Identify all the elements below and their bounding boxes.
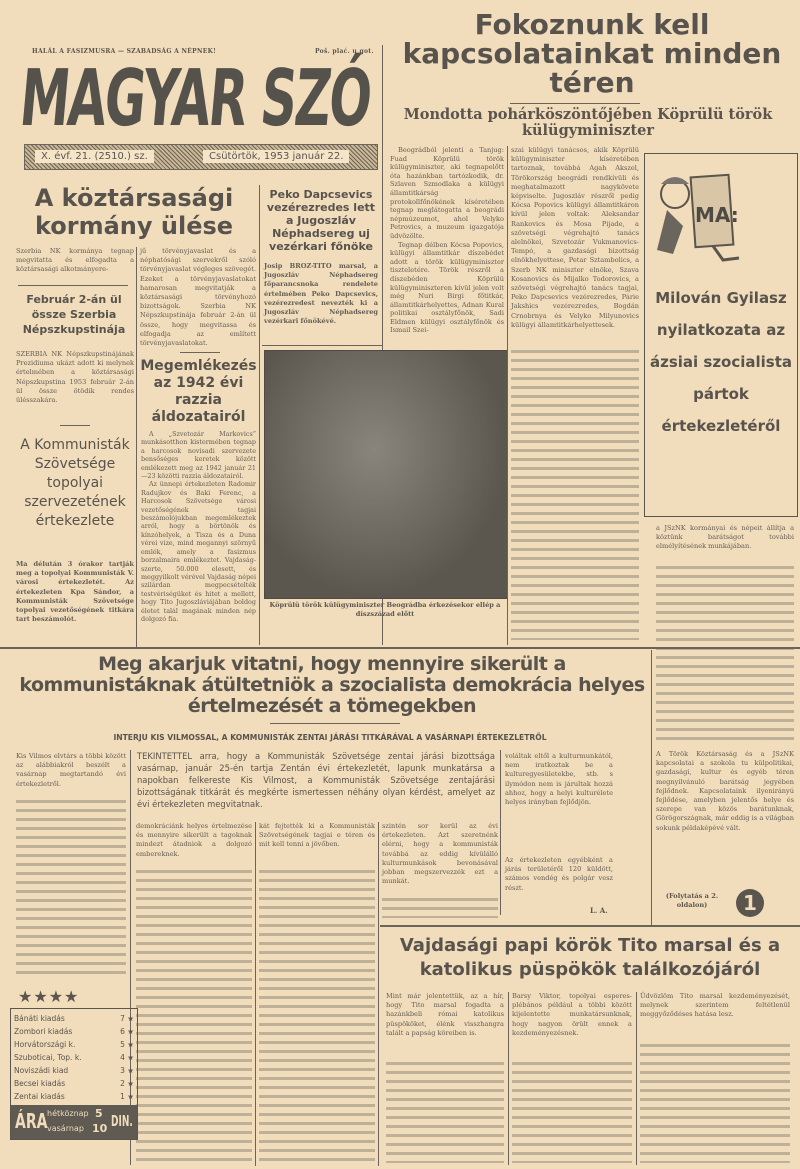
- editions-list: [14, 1012, 134, 1103]
- photo-caption: Köprülü török külügyminiszter Beográdba érkezésekor ellép a díszszázad előtt: [269, 601, 501, 618]
- edition-number: [120, 1090, 134, 1103]
- signature: L. A.: [590, 906, 608, 915]
- edition-stars: ★★★★: [18, 987, 80, 1006]
- editions-box: [10, 1008, 138, 1140]
- price-box: [11, 1105, 137, 1139]
- column-divider: [500, 750, 501, 915]
- headline-kommunistak: A Kommunisták Szövetsége topolyai szervezetének értekezlete: [20, 437, 130, 529]
- headline-vajdasagi: Vajdasági papi körök Tito marsal és a katolikus püspökök találkozójáról: [399, 935, 781, 980]
- edition-item: [14, 1064, 134, 1077]
- cartoon-text: MA:: [695, 203, 739, 227]
- article-vajdasagi-col2: Barsy Viktor, topolyai esperes-plébános például a többi között kijelentette munkatársunknak, hogy nagyon örült ennek a kezdeményezésnek.: [512, 992, 632, 1037]
- article-vajdasagi-col3: Üdvözlöm Tito marsal kezdeményezését, melynek szerintem feltétlenül meggyőződéses hatása lesz.: [640, 992, 790, 1019]
- subhead-fokoznunk: Mondotta pohárköszöntőjében Köprülü török külügyminiszter: [403, 106, 773, 139]
- page-number-badge: 1: [736, 889, 764, 917]
- edition-number-value: 2: [120, 1079, 125, 1088]
- article-februar-body: SZERBIA NK Népszkupstinájának Prezidiuma ukázt adott ki melynek értelmében a köztársasági Népszkupstina 1953 február 2-án ül össze ötödik rendes ülésszakára.: [16, 350, 134, 405]
- edition-item: [14, 1038, 134, 1051]
- paragraph: Az ünnepi értekezleten Radomir Radujkov és Baki Ferenc, a Harcosok Szövetsége városi vezetőségének tagjai beszámolójukban megemlékeztek arról, hogy a börtönök és kínzóhelyek, a Tisza és a Duna vérei vize, mind megannyi szörnyű emlék, amely a fasizmus borzalmaira emlékeztet. Vajdaság-szerte, 50.000 elesett, és meggyilkolt vérével Vajdaság népei szilárdan megpecsételték testvériségüket és hitet a mellett, hogy Tito Jugoszláviájában boldog életet talál magának minden nép dolgozó fia.: [141, 480, 256, 623]
- headline-gyilasz: Milován Gyilasz nyilatkozata az ázsiai szocialista pártok értekezletéről: [649, 289, 793, 435]
- subhead-interview: INTERJU KIS VILMOSSAL, A KOMMUNISTÁK ZENTAI JÁRÁSI TITKÁRÁVAL A VASÁRNAPI ÉRTEKEZLETRŐL: [113, 733, 547, 742]
- headline-februar: Február 2-án ül össze Szerbia Népszkupstinája: [22, 293, 126, 336]
- interview-col4: voláltak eltől a kulturmunkától, nem iratkoztak be a kulturegyesületekbe, stb. s ilymódon nem is járultak hozzá ahhoz, hogy a helyi kulturélete helyes irányban fejlődjön.: [505, 752, 613, 807]
- edition-number-value: 6: [120, 1027, 125, 1036]
- article-text-continued: [656, 566, 794, 744]
- article-kormany-body2: jű törvényjavaslat és a néphatósági szervekről szóló törvényjavaslat végleges szövegét. Ezeket a törvényjavaslatokat hamarosan megvitatják a köztársasági törvényhozó bizottságok. Szerbia NK Népszkupstinája február 2-án ül össze, hogy megvitassa és elfogadja az említett törvényjavaslatokat.: [140, 247, 256, 348]
- divider: [180, 352, 220, 353]
- interview-col3: szintén sor kerül az évi értekezleten. Azt szeretnénk elérni, hogy a kommunisták továbbá az eddig kívülálló kulturmunkások bevonásával jobban megszervezzék ezt a munkát.: [382, 822, 498, 886]
- divider: [262, 345, 382, 346]
- column-divider: [636, 992, 637, 1165]
- edition-number-value: 1: [120, 1092, 125, 1101]
- star-icon: ★: [127, 1053, 134, 1062]
- price-label: ÁRA: [15, 1109, 48, 1133]
- star-icon: ★: [127, 1079, 134, 1088]
- masthead-postage: Poš. plać. u got.: [315, 48, 374, 55]
- article-megemlekezes-body: [141, 430, 256, 623]
- edition-label: Zombori kiadás: [14, 1027, 73, 1036]
- paragraph: Beográdból jelenti a Tanjug: Fuad Köprülü török külügyminiszter, aki tegnapelőtt óta hazánkban tartózkodik, dr. Szlaven Szmodlaka a külügyi államtitkárság protokollfőnökének kíséretében tegnap meglátogatta a beográdi népmúzeumot, ahol Velyko Petrovics, a muzeum igazgatója üdvözölte.: [390, 146, 504, 240]
- edition-item: [14, 1025, 134, 1038]
- article-peko-body: Josip BROZ-TITO marsal, a Jugoszláv Néphadsereg főparancsnoka rendelete értelmében Peko Dapcsevics, vezérezredest nevezték ki a Jugoszláv Néphadsereg vezérkari főnökévé.: [264, 262, 378, 326]
- headline-peko: Peko Dapcsevics vezérezredes lett a Jugoszláv Néphadsereg uj vezérkari főnöke: [266, 188, 376, 253]
- column-divider: [255, 822, 256, 1166]
- column-divider: [378, 822, 379, 1166]
- edition-number-value: 3: [120, 1066, 125, 1075]
- headline-fokoznunk: Fokoznunk kell kapcsolatainkat minden téren: [402, 8, 782, 99]
- edition-number-value: 5: [120, 1040, 125, 1049]
- edition-number: [120, 1012, 134, 1025]
- masthead-slogan: HALÁL A FASIZMUSRA — SZABADSÁG A NÉPNEK!: [32, 48, 217, 55]
- divider: [510, 103, 640, 104]
- star-icon: ★: [127, 1027, 134, 1036]
- edition-label: Szuboticai, Top. k.: [14, 1053, 82, 1062]
- interview-col2: kát fejtették ki a Kommunisták Szövetségének tagjai e téren és mit kell tenni a jövőben.: [259, 822, 375, 849]
- edition-number-value: 4: [120, 1053, 125, 1062]
- article-fokoznunk-col2: szai külügyi tanácsos, akik Köprülü külügyminiszter kíséretében tartoznak, továbbá Agah Akszel, Törökország beográdi rendkívüli és meghatalmazott nagykövete képviselte. Jugoszláv részről pedig Kócsa Popovics külügyi államtitkáron kívül jelen voltak: Aleksandar Rankovics és Mosa Pijade, a szövetségi végrehajtó tanács alelnökei, Szvetozár Vukmanovics-Tempó, a gazdasági bizottság elnökhelyettese, Petar Sztambolics, a Szerb NK miniszter elnöke, Szava Kosanovics és Mijalko Todorovics, a szövetségi végrehajtó tanács tagjai, Peko Dapcsevics vezérezredes, Párie Jakshics vezérezredes, Bogdán Crnobrnya és Velyko Milyunovics külügyi államtitkárhelyettesek.: [511, 146, 639, 329]
- article-text-continued: [16, 800, 126, 976]
- star-icon: ★: [127, 1014, 134, 1023]
- issue-date: Csütörtök, 1953 január 22.: [203, 150, 349, 163]
- edition-number: [120, 1025, 134, 1038]
- edition-number: [120, 1051, 134, 1064]
- article-text-continued: [640, 1044, 790, 1163]
- article-kormany-body1: Szerbia NK kormánya tegnap megvitatta és elfogadta a köztársasági alkotmányere-: [16, 247, 134, 274]
- paragraph: Tegnap délben Kócsa Popovics, külügyi államtitkár díszebédet adott a török külügyminiszter tiszteletére. Török részről a díszebéden Köprülü külügyminiszteren kívül jelen volt még Nuri Birgi főtitkár, államtitkárhelyettes, Adnan Kural politikai osztályfőnök, Sadi Eldmen külügyi osztályfőnök és Ismail Szei-: [390, 240, 504, 335]
- divider: [60, 425, 90, 426]
- headline-megemlekezes: Megemlékezés az 1942 évi razzia áldozatairól: [140, 358, 257, 425]
- headline-kormany: A köztársasági kormány ülése: [34, 184, 234, 240]
- date-bar: [24, 144, 378, 170]
- edition-number: [120, 1064, 134, 1077]
- article-right-body2: A Török Köztársaság és a JSzNK kapcsolatai a szokola tu külpolitikai, gazdasági, kultur és egyéb téren megnyilvánuló barátság jegyében fejlődnek. Kapcsolataink ilyenirányú fejlődése, amelyben jelentős helye és szerepe van közös barátunknak, Görögországnak, már eddig is a világban sokunk példaképévé vált.: [656, 750, 794, 832]
- interview-side-intro: Kis Vilmos elvtárs a többi között az alábbiakról beszélt a vasárnap megtartandó évi értekezletről.: [16, 752, 126, 788]
- price-sunday: vasárnap: [47, 1124, 84, 1133]
- article-fokoznunk-col1: [390, 146, 504, 335]
- price-currency: DIN.: [111, 1112, 133, 1130]
- newsboy-cartoon-icon: [653, 166, 773, 266]
- star-icon: ★: [127, 1040, 134, 1049]
- article-text-continued: [511, 350, 639, 640]
- article-text-continued: [259, 870, 375, 1163]
- star-icon: ★: [127, 1092, 134, 1101]
- column-divider: [507, 146, 508, 645]
- star-icon: ★: [127, 1066, 134, 1075]
- edition-label: Becsei kiadás: [14, 1079, 66, 1088]
- price-weekday-value: 5: [95, 1107, 103, 1120]
- edition-item: [14, 1012, 134, 1025]
- edition-label: Zentai kiadás: [14, 1092, 65, 1101]
- interview-col4b: Az értekezleten egyébként a járás területéről 120 küldött, számos vendég és polgár vesz részt.: [505, 856, 613, 892]
- headline-interview: Meg akarjuk vitatni, hogy mennyire sikerült a kommunistáknak átültetniök a szocialista demokrácia helyes értelmezését a tömegekben: [19, 653, 645, 717]
- continued-note: (Folytatás a 2. oldalon): [665, 892, 719, 909]
- article-text-continued: [382, 898, 498, 918]
- edition-label: Noviszádi kiad: [14, 1066, 69, 1075]
- masthead-title: MAGYAR SZÓ: [16, 54, 374, 144]
- interview-lead: TEKINTETTEL arra, hogy a Kommunisták Szövetsége zentai járási bizottsága vasárnap, január 25-én tartja Zentán évi értekezletét, lapunk munkatársa a napokban felkereste Kis Vilmost, a Kommunisták Szövetsége zentajárási bizottságának titkárát és megkérte ismertessen néhány olyan kérdést, amelyet az évi értekezleten megvitatnak.: [137, 751, 495, 809]
- edition-item: [14, 1090, 134, 1103]
- column-divider: [508, 992, 509, 1165]
- article-text-continued: [386, 1062, 504, 1163]
- paragraph: A „Szvetozár Markovics” munkásotthon kistermében tegnap a harcosok novisadi szervezete bensőséges keretek között emlékezett meg az 1942 január 21—23 közötti razzia áldozatairól.: [141, 430, 256, 481]
- edition-item: [14, 1077, 134, 1090]
- divider: [270, 723, 400, 724]
- edition-number-value: 7: [120, 1014, 125, 1023]
- edition-number: [120, 1077, 134, 1090]
- article-kommunistak-body: Ma délután 3 órakor tartják meg a topolyai Kommunisták V. városi értekezletét. Az értekezleten Kpa Sándor, a Kommunisták Szövetsége topolyai vezetőségének titkára tart beszámolót.: [16, 560, 134, 624]
- interview-col1: demokráciánk helyes értelmezése és mennyire sikerült a tagoknak mindezt átadniok a dolgozó embereknek.: [136, 822, 252, 858]
- price-weekday: hétköznap: [47, 1109, 89, 1118]
- column-divider: [259, 185, 260, 645]
- divider: [18, 285, 128, 286]
- article-vajdasagi-col1: Mint már jelentettük, az a hír, hogy Tito marsal fogadta a hazánkbeli római katolikus püspököket, élénk visszhangra talált a papság köreiben is.: [386, 992, 504, 1037]
- edition-label: Bánáti kiadás: [14, 1014, 65, 1023]
- photo-koprulu-arrival: [264, 350, 508, 599]
- issue-number: X. évf. 21. (2510.) sz.: [35, 150, 154, 163]
- divider: [380, 925, 800, 927]
- price-sunday-value: 10: [92, 1122, 108, 1135]
- article-right-body: a JSzNK kormányai és népeit állítja a köztünk barátságot további elmélyítésének munkájában.: [656, 524, 794, 551]
- edition-number: [120, 1038, 134, 1051]
- edition-item: [14, 1051, 134, 1064]
- ma-box[interactable]: [644, 153, 798, 517]
- article-text-continued: [136, 870, 252, 1163]
- edition-label: Horvátországi k.: [14, 1040, 76, 1049]
- article-text-continued: [512, 1062, 632, 1163]
- divider: [0, 647, 800, 649]
- column-divider: [136, 247, 137, 647]
